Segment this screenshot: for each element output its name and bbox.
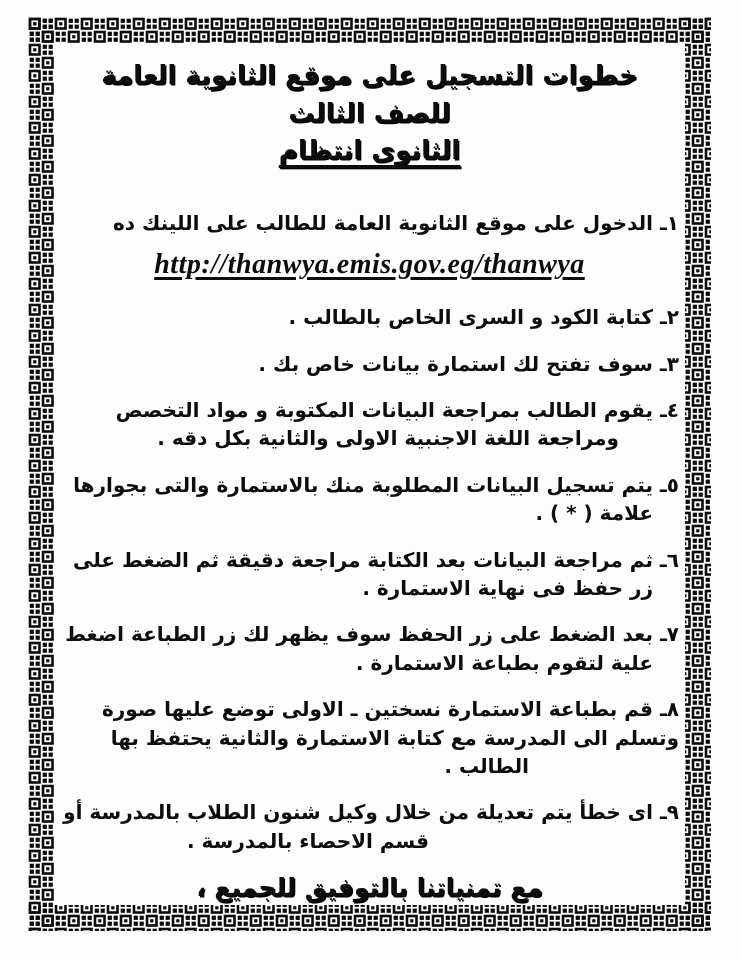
step-4-text-line-2: ومراجعة اللغة الاجنبية الاولى والثانية بكل دقه . — [157, 426, 619, 451]
step-7-text-line-2: علية لتقوم بطباعة الاستمارة . — [355, 650, 653, 675]
step-9-text-line-2: قسم الاحصاء بالمدرسة . — [186, 828, 429, 853]
step-2-text: ٢ـ كتابة الكود و السرى الخاص بالطالب . — [288, 305, 679, 330]
document-body — [60, 48, 679, 902]
border-right — [685, 17, 711, 931]
step-5 — [60, 471, 679, 528]
step-5-text-line-1: ٥ـ يتم تسجيل البيانات المطلوبة منك بالاستمارة والتى بجوارها — [73, 472, 679, 497]
step-4 — [60, 396, 679, 453]
step-3 — [60, 350, 679, 378]
step-6-text-line-2: زر حفظ فى نهاية الاستمارة . — [362, 575, 653, 600]
step-8-text-line-2: وتسلم الى المدرسة مع كتابة الاستمارة والثانية يحتفظ بها — [110, 725, 679, 750]
step-8-text-line-3: الطالب . — [444, 753, 529, 778]
step-8-text-line-1: ٨ـ قم بطباعة الاستمارة نسختين ـ الاولى توضع عليها صورة — [101, 697, 679, 722]
step-1-text: ١ـ الدخول على موقع الثانوية العامة للطالب على اللينك ده — [112, 211, 679, 236]
border-bottom — [28, 905, 711, 931]
step-7-text-line-1: ٧ـ بعد الضغط على زر الحفظ سوف يظهر لك زر الطباعة اضغط — [65, 622, 679, 647]
border-top — [28, 17, 711, 43]
closing-wishes: مع تمنياتنا بالتوفيق للجميع ، — [196, 873, 543, 903]
step-6 — [60, 546, 679, 603]
page-title-line-1: خطوات التسجيل على موقع الثانوية العامة للصف الثالث — [101, 61, 638, 129]
step-9 — [60, 798, 679, 855]
step-4-text-line-1: ٤ـ يقوم الطالب بمراجعة البيانات المكتوبة و مواد التخصص — [115, 397, 679, 422]
step-2 — [60, 303, 679, 331]
page-title-line-2: الثانوى انتظام — [278, 136, 461, 167]
step-7 — [60, 620, 679, 677]
border-left — [28, 17, 54, 931]
step-6-text-line-1: ٦ـ ثم مراجعة البيانات بعد الكتابة مراجعة دقيقة ثم الضغط على — [73, 547, 679, 572]
registration-url: http://thanwya.emis.gov.eg/thanwya — [154, 249, 585, 281]
step-1 — [60, 209, 679, 285]
page-title — [60, 58, 679, 171]
step-9-text-line-1: ٩ـ اى خطأ يتم تعديلة من خلال وكيل شنون الطلاب بالمدرسة أو — [63, 800, 679, 825]
step-3-text: ٣ـ سوف تفتح لك استمارة بيانات خاص بك . — [258, 351, 679, 376]
step-5-text-line-2: علامة ( * ) . — [535, 501, 653, 526]
step-8 — [60, 695, 679, 780]
